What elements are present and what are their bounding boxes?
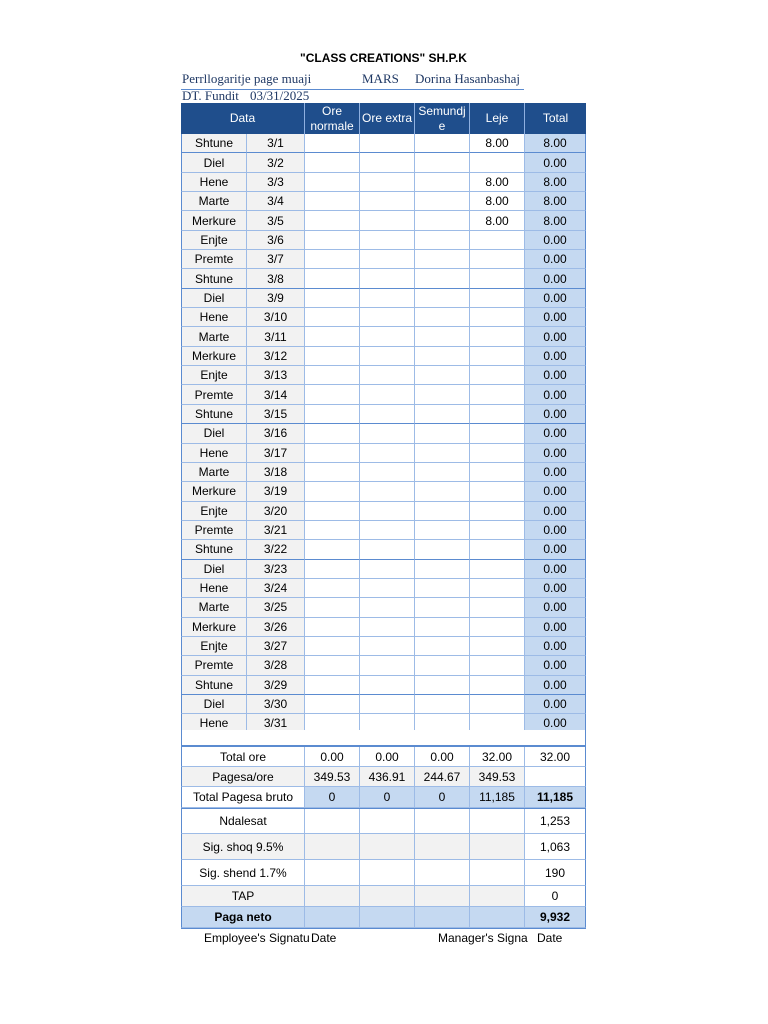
leave-hours-cell	[470, 385, 525, 404]
total-hours-cell: 0.00	[525, 269, 586, 288]
normal-hours-cell	[305, 637, 360, 656]
table-row	[181, 269, 586, 288]
total-hours-cell: 0.00	[525, 327, 586, 346]
day-cell: Marte	[181, 192, 247, 211]
extra-hours-cell	[360, 502, 415, 521]
table-row	[181, 424, 586, 443]
table-row	[181, 676, 586, 695]
sick-hours-cell	[415, 347, 470, 366]
date-cell: 3/1	[247, 134, 305, 153]
total-ore-leave: 32.00	[470, 747, 525, 767]
table-row	[181, 192, 586, 211]
day-cell: Premte	[181, 385, 247, 404]
sick-hours-cell	[415, 173, 470, 192]
leave-hours-cell	[470, 656, 525, 675]
tap-row	[181, 886, 586, 907]
extra-hours-cell	[360, 192, 415, 211]
day-cell: Diel	[181, 153, 247, 172]
normal-hours-cell	[305, 502, 360, 521]
extra-hours-cell	[360, 347, 415, 366]
total-hours-cell: 0.00	[525, 598, 586, 617]
total-hours-cell: 8.00	[525, 192, 586, 211]
day-cell: Merkure	[181, 482, 247, 501]
leave-hours-cell	[470, 579, 525, 598]
extra-hours-cell	[360, 385, 415, 404]
extra-hours-cell	[360, 231, 415, 250]
month-label: MARS	[362, 71, 399, 86]
table-row	[181, 211, 586, 230]
leave-hours-cell	[470, 308, 525, 327]
table-row	[181, 637, 586, 656]
tap-label: TAP	[181, 886, 305, 907]
sick-hours-cell	[415, 250, 470, 269]
sick-hours-cell	[415, 463, 470, 482]
leave-hours-cell: 8.00	[470, 192, 525, 211]
table-row	[181, 463, 586, 482]
total-hours-cell: 0.00	[525, 463, 586, 482]
ndalesat-label: Ndalesat	[181, 809, 305, 834]
date-cell: 3/6	[247, 231, 305, 250]
leave-hours-cell	[470, 405, 525, 424]
leave-hours-cell: 8.00	[470, 211, 525, 230]
sick-hours-cell	[415, 502, 470, 521]
total-ore-sick: 0.00	[415, 747, 470, 767]
normal-hours-cell	[305, 444, 360, 463]
date-cell: 3/11	[247, 327, 305, 346]
neto-row	[181, 907, 586, 929]
sick-hours-cell	[415, 385, 470, 404]
table-row	[181, 327, 586, 346]
due-label: DT. Fundit	[182, 88, 239, 103]
total-hours-cell: 0.00	[525, 695, 586, 714]
day-cell: Enjte	[181, 231, 247, 250]
total-hours-cell: 0.00	[525, 250, 586, 269]
table-row	[181, 289, 586, 308]
total-hours-cell: 0.00	[525, 714, 586, 733]
table-row	[181, 482, 586, 501]
sick-hours-cell	[415, 637, 470, 656]
extra-hours-cell	[360, 444, 415, 463]
sick-hours-cell	[415, 327, 470, 346]
total-ore-extra: 0.00	[360, 747, 415, 767]
extra-hours-cell	[360, 134, 415, 153]
leave-hours-cell	[470, 250, 525, 269]
sick-hours-cell	[415, 231, 470, 250]
sick-hours-cell	[415, 424, 470, 443]
normal-hours-cell	[305, 579, 360, 598]
day-cell: Shtune	[181, 405, 247, 424]
total-hours-cell: 0.00	[525, 347, 586, 366]
col-data: Data	[181, 103, 305, 134]
table-row	[181, 366, 586, 385]
day-rows	[181, 134, 586, 734]
table-row	[181, 540, 586, 559]
sick-hours-cell	[415, 405, 470, 424]
sick-hours-cell	[415, 521, 470, 540]
total-hours-cell: 8.00	[525, 173, 586, 192]
normal-hours-cell	[305, 560, 360, 579]
day-cell: Merkure	[181, 618, 247, 637]
date-cell: 3/29	[247, 676, 305, 695]
normal-hours-cell	[305, 385, 360, 404]
sick-hours-cell	[415, 134, 470, 153]
leave-hours-cell	[470, 540, 525, 559]
total-hours-cell: 0.00	[525, 637, 586, 656]
sig-shoq-row	[181, 834, 586, 860]
employee-signature-label: Employee's Signatu	[204, 931, 310, 945]
col-total: Total	[525, 103, 586, 134]
leave-hours-cell	[470, 327, 525, 346]
normal-hours-cell	[305, 347, 360, 366]
normal-hours-cell	[305, 327, 360, 346]
extra-hours-cell	[360, 366, 415, 385]
sig-shend-total: 190	[525, 860, 586, 886]
date-cell: 3/14	[247, 385, 305, 404]
normal-hours-cell	[305, 482, 360, 501]
normal-hours-cell	[305, 656, 360, 675]
leave-hours-cell: 8.00	[470, 134, 525, 153]
extra-hours-cell	[360, 405, 415, 424]
extra-hours-cell	[360, 560, 415, 579]
normal-hours-cell	[305, 250, 360, 269]
total-hours-cell: 0.00	[525, 231, 586, 250]
date-cell: 3/2	[247, 153, 305, 172]
day-cell: Merkure	[181, 347, 247, 366]
date-cell: 3/22	[247, 540, 305, 559]
normal-hours-cell	[305, 134, 360, 153]
employee-name: Dorina Hasanbashaj	[415, 71, 521, 86]
pagesa-ore-normal: 349.53	[305, 767, 360, 787]
extra-hours-cell	[360, 153, 415, 172]
date-cell: 3/17	[247, 444, 305, 463]
normal-hours-cell	[305, 231, 360, 250]
extra-hours-cell	[360, 308, 415, 327]
extra-hours-cell	[360, 327, 415, 346]
normal-hours-cell	[305, 463, 360, 482]
extra-hours-cell	[360, 289, 415, 308]
table-row	[181, 405, 586, 424]
total-hours-cell: 0.00	[525, 385, 586, 404]
table-row	[181, 618, 586, 637]
extra-hours-cell	[360, 269, 415, 288]
date-cell: 3/25	[247, 598, 305, 617]
sick-hours-cell	[415, 540, 470, 559]
pagesa-ore-leave: 349.53	[470, 767, 525, 787]
date-cell: 3/4	[247, 192, 305, 211]
date-cell: 3/18	[247, 463, 305, 482]
leave-hours-cell	[470, 502, 525, 521]
table-row	[181, 502, 586, 521]
normal-hours-cell	[305, 173, 360, 192]
normal-hours-cell	[305, 153, 360, 172]
normal-hours-cell	[305, 211, 360, 230]
total-hours-cell: 0.00	[525, 656, 586, 675]
bruto-extra: 0	[360, 787, 415, 808]
bruto-label: Total Pagesa bruto	[181, 787, 305, 808]
date-cell: 3/26	[247, 618, 305, 637]
total-hours-cell: 0.00	[525, 618, 586, 637]
total-ore-total: 32.00	[525, 747, 586, 767]
pagesa-ore-total	[525, 767, 586, 787]
table-row	[181, 656, 586, 675]
leave-hours-cell: 8.00	[470, 173, 525, 192]
total-hours-cell: 0.00	[525, 540, 586, 559]
sick-hours-cell	[415, 269, 470, 288]
tap-total: 0	[525, 886, 586, 907]
date-cell: 3/19	[247, 482, 305, 501]
table-row	[181, 598, 586, 617]
sick-hours-cell	[415, 579, 470, 598]
day-cell: Shtune	[181, 540, 247, 559]
day-cell: Enjte	[181, 637, 247, 656]
sig-shend-label: Sig. shend 1.7%	[181, 860, 305, 886]
table-spacer	[181, 730, 586, 746]
table-row	[181, 385, 586, 404]
sick-hours-cell	[415, 560, 470, 579]
leave-hours-cell	[470, 695, 525, 714]
total-ore-row	[181, 746, 586, 767]
extra-hours-cell	[360, 540, 415, 559]
sig-shoq-total: 1,063	[525, 834, 586, 860]
ndalesat-total: 1,253	[525, 809, 586, 834]
sick-hours-cell	[415, 676, 470, 695]
manager-signature-label: Manager's Signa	[438, 931, 528, 945]
date-cell: 3/10	[247, 308, 305, 327]
day-cell: Hene	[181, 444, 247, 463]
sick-hours-cell	[415, 444, 470, 463]
day-cell: Marte	[181, 598, 247, 617]
date-cell: 3/28	[247, 656, 305, 675]
normal-hours-cell	[305, 598, 360, 617]
day-cell: Marte	[181, 463, 247, 482]
date-cell: 3/30	[247, 695, 305, 714]
table-row	[181, 173, 586, 192]
date-cell: 3/5	[247, 211, 305, 230]
ndalesat-row	[181, 809, 586, 834]
total-hours-cell: 0.00	[525, 424, 586, 443]
bruto-normal: 0	[305, 787, 360, 808]
date-cell: 3/21	[247, 521, 305, 540]
date-cell: 3/15	[247, 405, 305, 424]
normal-hours-cell	[305, 405, 360, 424]
pagesa-ore-row	[181, 767, 586, 787]
total-hours-cell: 0.00	[525, 482, 586, 501]
extra-hours-cell	[360, 695, 415, 714]
day-cell: Diel	[181, 695, 247, 714]
employee-date-label: Date	[311, 931, 337, 945]
leave-hours-cell	[470, 560, 525, 579]
day-cell: Premte	[181, 656, 247, 675]
table-row	[181, 695, 586, 714]
pagesa-ore-extra: 436.91	[360, 767, 415, 787]
sick-hours-cell	[415, 482, 470, 501]
due-date: 03/31/2025	[250, 88, 310, 103]
extra-hours-cell	[360, 482, 415, 501]
sick-hours-cell	[415, 598, 470, 617]
table-row	[181, 560, 586, 579]
day-cell: Enjte	[181, 366, 247, 385]
total-hours-cell: 0.00	[525, 560, 586, 579]
bruto-row	[181, 787, 586, 809]
table-row	[181, 347, 586, 366]
normal-hours-cell	[305, 289, 360, 308]
table-row	[181, 153, 586, 172]
total-hours-cell: 0.00	[525, 289, 586, 308]
total-hours-cell: 0.00	[525, 444, 586, 463]
day-cell: Shtune	[181, 269, 247, 288]
date-cell: 3/24	[247, 579, 305, 598]
extra-hours-cell	[360, 463, 415, 482]
leave-hours-cell	[470, 269, 525, 288]
col-leave: Leje	[470, 103, 525, 134]
leave-hours-cell	[470, 231, 525, 250]
leave-hours-cell	[470, 521, 525, 540]
total-hours-cell: 8.00	[525, 211, 586, 230]
summary-table	[181, 746, 586, 929]
extra-hours-cell	[360, 173, 415, 192]
extra-hours-cell	[360, 656, 415, 675]
total-hours-cell: 0.00	[525, 153, 586, 172]
leave-hours-cell	[470, 637, 525, 656]
day-cell: Merkure	[181, 211, 247, 230]
neto-label: Paga neto	[181, 907, 305, 928]
sick-hours-cell	[415, 153, 470, 172]
leave-hours-cell	[470, 463, 525, 482]
day-cell: Hene	[181, 173, 247, 192]
extra-hours-cell	[360, 618, 415, 637]
day-cell: Hene	[181, 714, 247, 733]
col-extra: Ore extra	[360, 103, 415, 134]
date-cell: 3/31	[247, 714, 305, 733]
col-sick: Semundj e	[415, 103, 470, 134]
extra-hours-cell	[360, 211, 415, 230]
manager-date-label: Date	[537, 931, 563, 945]
date-cell: 3/13	[247, 366, 305, 385]
leave-hours-cell	[470, 618, 525, 637]
date-cell: 3/20	[247, 502, 305, 521]
bruto-leave: 11,185	[470, 787, 525, 808]
day-cell: Diel	[181, 560, 247, 579]
total-hours-cell: 0.00	[525, 502, 586, 521]
extra-hours-cell	[360, 637, 415, 656]
day-cell: Hene	[181, 579, 247, 598]
sig-shoq-label: Sig. shoq 9.5%	[181, 834, 305, 860]
leave-hours-cell	[470, 347, 525, 366]
total-hours-cell: 0.00	[525, 405, 586, 424]
normal-hours-cell	[305, 618, 360, 637]
day-cell: Premte	[181, 521, 247, 540]
bruto-total: 11,185	[525, 787, 586, 808]
extra-hours-cell	[360, 676, 415, 695]
leave-hours-cell	[470, 289, 525, 308]
leave-hours-cell	[470, 482, 525, 501]
neto-total: 9,932	[525, 907, 586, 928]
normal-hours-cell	[305, 269, 360, 288]
day-cell: Premte	[181, 250, 247, 269]
total-hours-cell: 0.00	[525, 366, 586, 385]
bruto-sick: 0	[415, 787, 470, 808]
extra-hours-cell	[360, 521, 415, 540]
sick-hours-cell	[415, 289, 470, 308]
company-title: "CLASS CREATIONS" SH.P.K	[300, 51, 467, 65]
day-cell: Diel	[181, 289, 247, 308]
sick-hours-cell	[415, 366, 470, 385]
date-cell: 3/8	[247, 269, 305, 288]
normal-hours-cell	[305, 308, 360, 327]
date-cell: 3/7	[247, 250, 305, 269]
table-row	[181, 134, 586, 153]
table-row	[181, 579, 586, 598]
sick-hours-cell	[415, 192, 470, 211]
extra-hours-cell	[360, 250, 415, 269]
date-cell: 3/27	[247, 637, 305, 656]
total-ore-label: Total ore	[181, 747, 305, 767]
normal-hours-cell	[305, 521, 360, 540]
pagesa-ore-sick: 244.67	[415, 767, 470, 787]
day-cell: Shtune	[181, 134, 247, 153]
total-hours-cell: 8.00	[525, 134, 586, 153]
pagesa-ore-label: Pagesa/ore	[181, 767, 305, 787]
normal-hours-cell	[305, 366, 360, 385]
payroll-label: Perrllogaritje page muaji	[182, 71, 312, 86]
extra-hours-cell	[360, 579, 415, 598]
date-cell: 3/23	[247, 560, 305, 579]
day-cell: Marte	[181, 327, 247, 346]
extra-hours-cell	[360, 424, 415, 443]
total-hours-cell: 0.00	[525, 308, 586, 327]
leave-hours-cell	[470, 153, 525, 172]
total-hours-cell: 0.00	[525, 579, 586, 598]
date-cell: 3/3	[247, 173, 305, 192]
sick-hours-cell	[415, 211, 470, 230]
normal-hours-cell	[305, 540, 360, 559]
normal-hours-cell	[305, 676, 360, 695]
day-cell: Enjte	[181, 502, 247, 521]
sig-shend-row	[181, 860, 586, 886]
total-ore-normal: 0.00	[305, 747, 360, 767]
leave-hours-cell	[470, 598, 525, 617]
leave-hours-cell	[470, 676, 525, 695]
table-header	[181, 103, 586, 134]
col-normal: Ore normale	[305, 103, 360, 134]
total-hours-cell: 0.00	[525, 676, 586, 695]
leave-hours-cell	[470, 366, 525, 385]
normal-hours-cell	[305, 424, 360, 443]
date-cell: 3/12	[247, 347, 305, 366]
day-cell: Shtune	[181, 676, 247, 695]
sick-hours-cell	[415, 695, 470, 714]
normal-hours-cell	[305, 695, 360, 714]
normal-hours-cell	[305, 192, 360, 211]
table-row	[181, 521, 586, 540]
extra-hours-cell	[360, 598, 415, 617]
sick-hours-cell	[415, 618, 470, 637]
date-cell: 3/16	[247, 424, 305, 443]
sick-hours-cell	[415, 656, 470, 675]
table-row	[181, 308, 586, 327]
table-row	[181, 250, 586, 269]
table-row	[181, 444, 586, 463]
day-cell: Hene	[181, 308, 247, 327]
sick-hours-cell	[415, 308, 470, 327]
leave-hours-cell	[470, 444, 525, 463]
total-hours-cell: 0.00	[525, 521, 586, 540]
date-cell: 3/9	[247, 289, 305, 308]
leave-hours-cell	[470, 424, 525, 443]
day-cell: Diel	[181, 424, 247, 443]
table-row	[181, 231, 586, 250]
